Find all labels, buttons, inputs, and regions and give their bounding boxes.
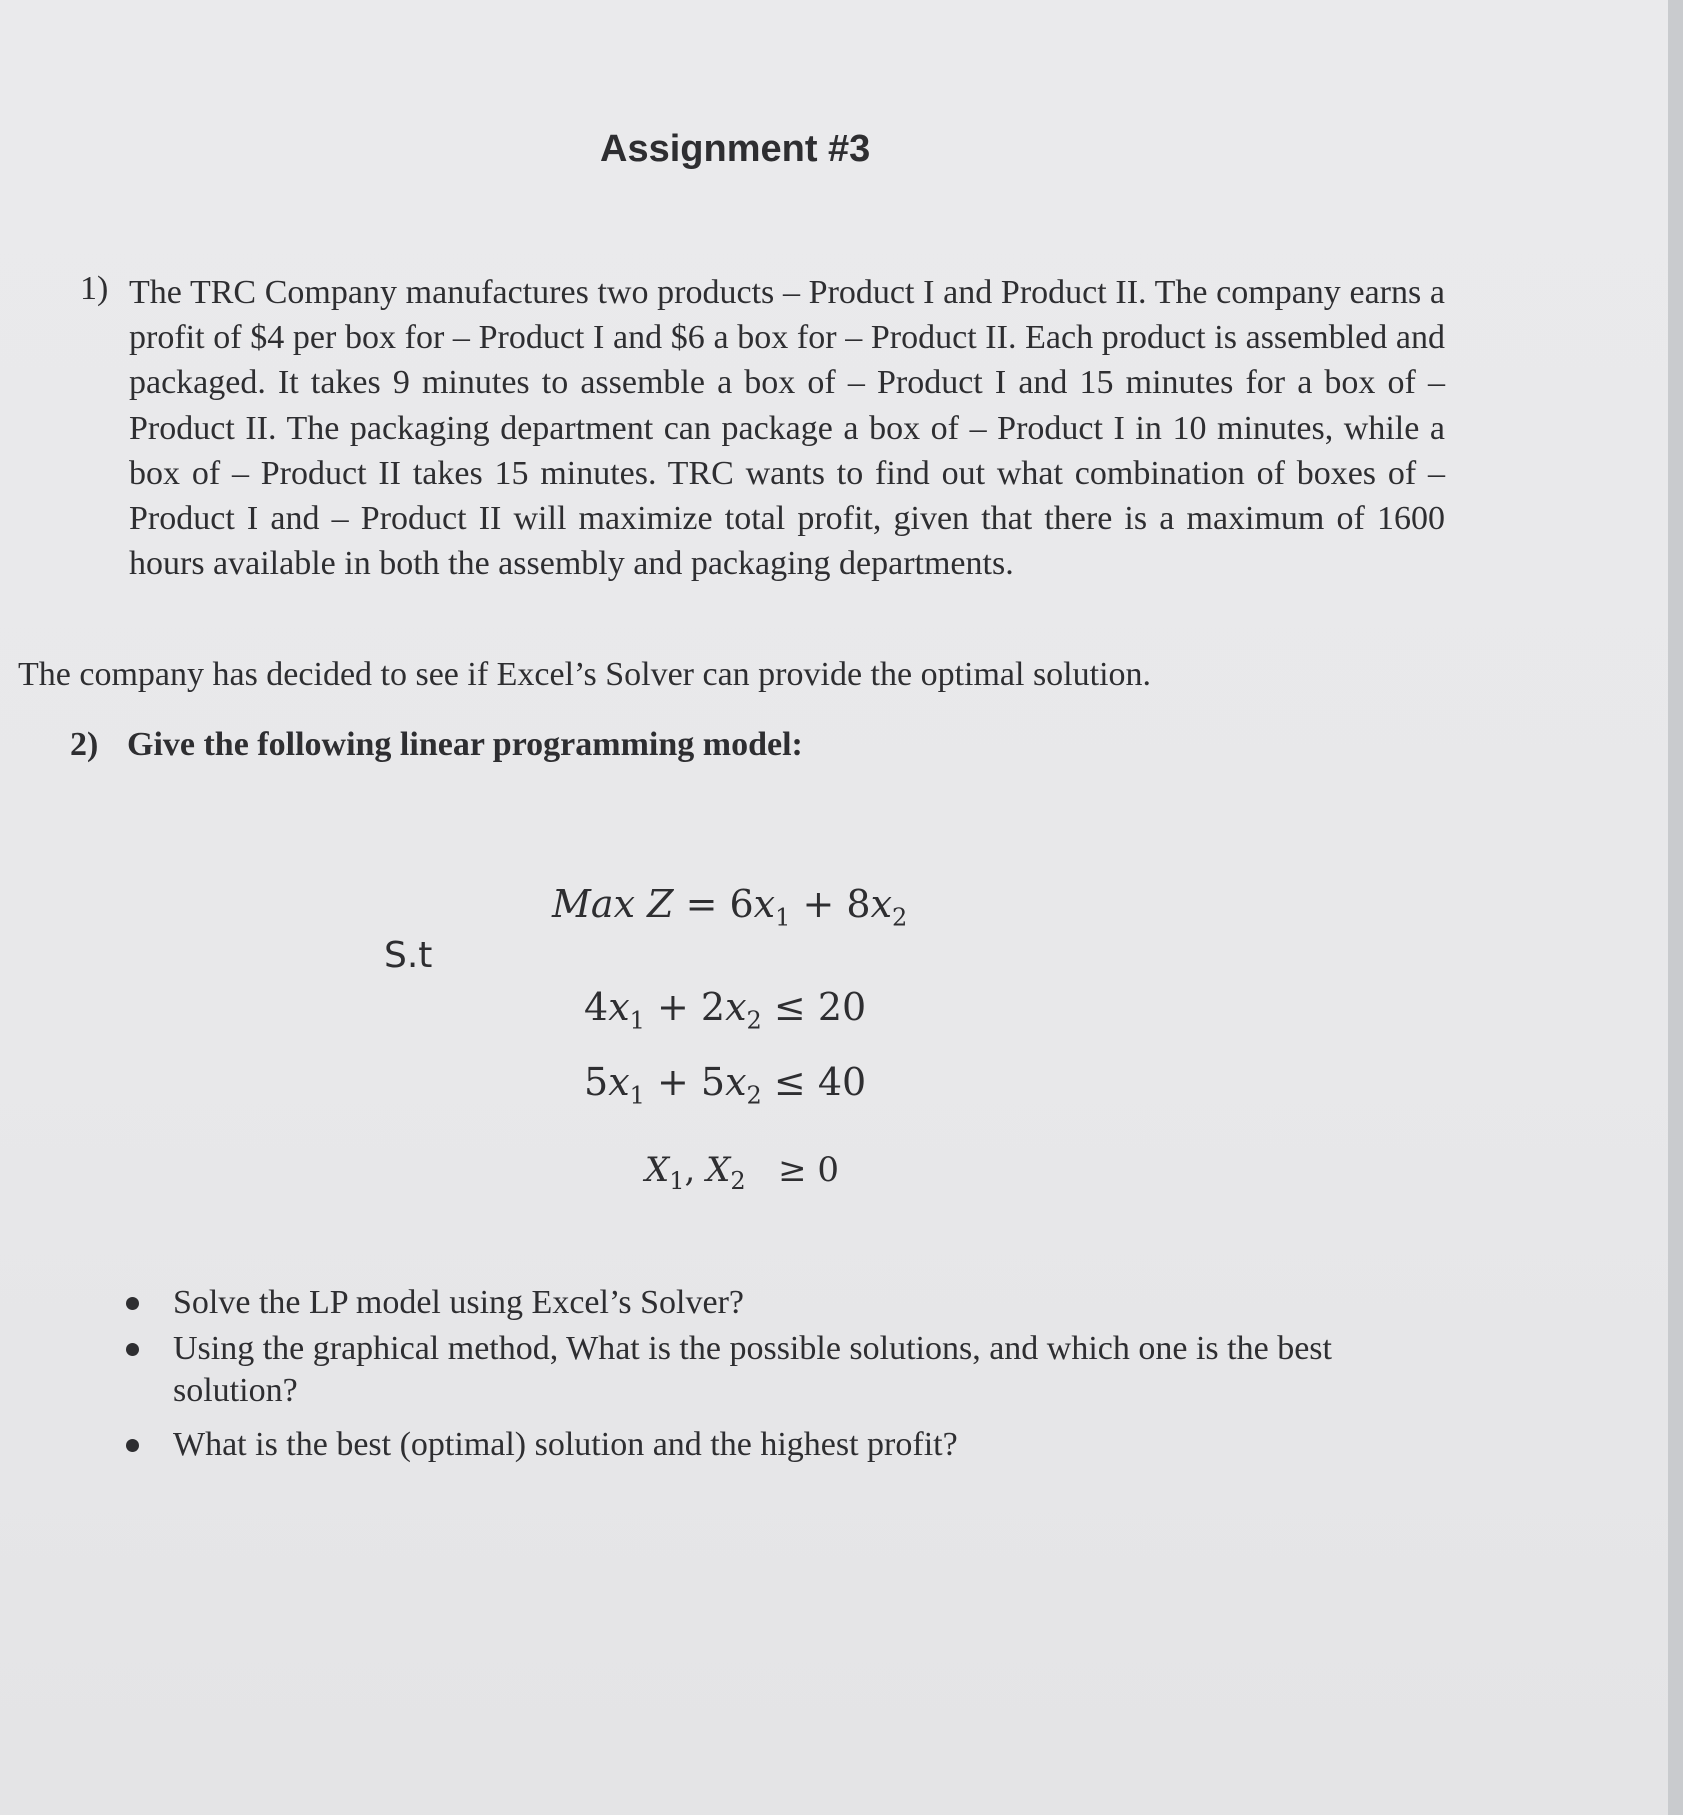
page-edge <box>1668 0 1683 1815</box>
objective-function: Max $Z = 6x_1 + 8x_2$ <box>552 882 908 932</box>
question-1-text: The TRC Company manufactures two products – Product I and Product II. The company earns a profit of $4 per box for – Product I and $6 a box for – Product II. Each product is assembled and packaged. It takes 9 minutes to assemble a box of – Product I and 15 minutes for a box of – Product II. The packaging department can package a box of – Product I in 10 minutes, while a box of – Product II takes 15 minutes. TRC wants to find out what combination of boxes of – Product I and – Product II will maximize total profit, given that there is a maximum of 1600 hours available in both the assembly and packaging departments. <box>129 274 1445 583</box>
bullet-icon <box>126 1343 139 1356</box>
constraint-2-relation: ≤ <box>773 1060 806 1104</box>
bullet-item-3: What is the best (optimal) solution and the highest profit? <box>173 1426 958 1463</box>
non-negativity-constraint: $X_1$, $X_2$ ≥ 0 <box>645 1150 840 1195</box>
objective-coef-2: 8 <box>846 882 871 926</box>
bullet-item-2: Using the graphical method, What is the possible solutions, and which one is the best solution? <box>173 1330 1332 1409</box>
objective-prefix: Max Z <box>552 882 674 926</box>
bullet-icon <box>126 1297 139 1310</box>
constraint-1: $4x_1 + 2x_2 \le 20$ <box>584 985 867 1035</box>
constraint-1-coef-2: 2 <box>700 985 726 1029</box>
constraint-2-rhs: 40 <box>817 1060 867 1104</box>
bullet-item-1: Solve the LP model using Excel’s Solver? <box>173 1284 744 1321</box>
constraint-2-coef-1: 5 <box>584 1060 609 1104</box>
non-negativity-relation: ≥ <box>778 1150 807 1190</box>
subject-to-label: S.t <box>384 935 433 976</box>
objective-coef-1: 6 <box>729 882 754 926</box>
solver-statement: The company has decided to see if Excel’s Solver can provide the optimal solution. <box>18 656 1152 693</box>
assignment-title: Assignment #3 <box>600 128 871 170</box>
non-negativity-rhs: 0 <box>817 1150 840 1190</box>
constraint-2-coef-2: 5 <box>700 1060 726 1104</box>
bullet-icon <box>126 1439 139 1452</box>
constraint-2: $5x_1 + 5x_2 \le 40$ <box>584 1060 867 1110</box>
question-1-number: 1) <box>80 270 109 307</box>
objective-operator: + <box>802 882 835 926</box>
constraint-1-rhs: 20 <box>817 985 867 1029</box>
question-2-text: Give the following linear programming model: <box>127 726 803 763</box>
question-2-number: 2) <box>70 726 99 763</box>
constraint-1-relation: ≤ <box>773 985 806 1029</box>
constraint-1-coef-1: 4 <box>584 985 609 1029</box>
